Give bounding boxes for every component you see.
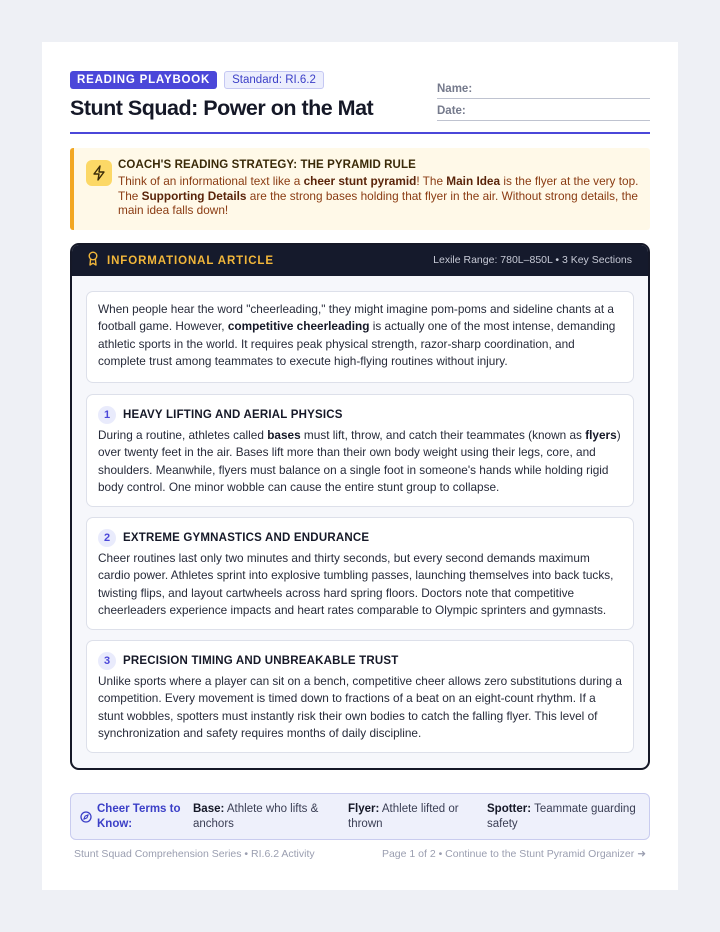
footer-series: Stunt Squad Comprehension Series • RI.6.2 Activity xyxy=(74,848,315,860)
award-ribbon-icon xyxy=(87,251,99,271)
section-body xyxy=(98,427,622,496)
worksheet-page xyxy=(42,42,678,890)
section-heading xyxy=(98,404,622,426)
date-field[interactable] xyxy=(437,99,650,121)
intro-paragraph-card xyxy=(86,291,634,383)
strategy-text-part: are the strong bases holding that flyer in the air. Without strong details, the main idea falls down! xyxy=(118,188,638,218)
section-card-2 xyxy=(86,517,634,630)
section-title: EXTREME GYMNASTICS AND ENDURANCE xyxy=(123,532,370,544)
term-spotter xyxy=(487,802,647,831)
term-name: Spotter: xyxy=(487,803,532,815)
page-header xyxy=(70,71,650,133)
strategy-text-part: is the flyer at the very top. The xyxy=(118,174,639,203)
section-text-part: ) over twenty feet in the air. Bases lift more than their own body weight using their legs, core, and shoulders. Meanwhile, flyers must balance on a single foot in someone's hands while holding rigid body control. One minor wobble can cause the entire stunt group to collapse. xyxy=(98,428,621,494)
section-text-part: must lift, throw, and catch their teammates (known as xyxy=(300,428,586,442)
intro-keyword: competitive cheerleading xyxy=(227,319,370,334)
compass-icon xyxy=(80,810,92,828)
term-definition: Athlete lifted or thrown xyxy=(348,803,459,830)
strategy-text xyxy=(118,174,644,218)
strategy-keyword: Supporting Details xyxy=(141,188,247,203)
strategy-text-part: Think of an informational text like a xyxy=(118,174,304,188)
article-header xyxy=(72,245,648,276)
terms-label: Cheer Terms to Know: xyxy=(97,803,181,830)
strategy-callout xyxy=(70,148,650,230)
page-title: Stunt Squad: Power on the Mat xyxy=(70,96,374,120)
section-number: 3 xyxy=(98,652,116,670)
section-title: PRECISION TIMING AND UNBREAKABLE TRUST xyxy=(123,655,399,667)
footer-page-link[interactable]: Page 1 of 2 • Continue to the Stunt Pyramid Organizer ➜ xyxy=(381,848,646,860)
section-text-part: During a routine, athletes called xyxy=(98,428,268,442)
name-date-fields xyxy=(437,77,650,121)
lightning-bolt-icon xyxy=(86,160,112,186)
section-number: 1 xyxy=(98,406,116,424)
header-divider xyxy=(70,132,650,134)
section-body: Cheer routines last only two minutes and thirty seconds, but every second demands maximum cardio power. Athletes sprint into explosive tumbling passes, launching themselves into back tucks, twisting flips, and layout cartwheels across hard spring floors. Doctors note that competitive cheerleaders experience impacts and heart rates comparable to Olympic sprinters and gymnasts. xyxy=(98,551,614,617)
term-name: Base: xyxy=(193,803,225,815)
section-body: Unlike sports where a player can sit on a bench, competitive cheer allows zero substitutions during a competition. Every movement is timed down to fractions of a beat on an eight-count rhythm. If a stunt wobbles, spotters must instantly risk their own bodies to catch the falling flyer. This level of synchronization and safety requires months of daily discipline. xyxy=(98,674,622,740)
term-flyer xyxy=(348,802,476,831)
term-definition: Teammate guarding safety xyxy=(487,803,636,830)
section-keyword: flyers xyxy=(585,428,617,442)
intro-paragraph xyxy=(98,301,622,370)
playbook-tag: READING PLAYBOOK xyxy=(70,71,217,89)
name-label: Name: xyxy=(437,83,473,95)
section-heading xyxy=(98,650,622,672)
strategy-keyword: Main Idea xyxy=(446,174,501,188)
lexile-meta: Lexile Range: 780L–850L • 3 Key Sections xyxy=(433,254,632,266)
cheer-terms-box xyxy=(70,793,650,840)
standard-badge: Standard: RI.6.2 xyxy=(224,71,324,89)
section-card-3 xyxy=(86,640,634,753)
date-label: Date: xyxy=(437,105,466,117)
section-heading xyxy=(98,527,622,549)
term-name: Flyer: xyxy=(348,803,380,815)
strategy-title: COACH'S READING STRATEGY: THE PYRAMID RULE xyxy=(118,159,416,171)
intro-text-part: When people hear the word "cheerleading," they might imagine pom-poms and sideline chants at a football game. However, xyxy=(98,302,614,334)
term-base xyxy=(193,802,333,831)
article-label: INFORMATIONAL ARTICLE xyxy=(107,254,274,267)
article-panel xyxy=(70,243,650,770)
section-title: HEAVY LIFTING AND AERIAL PHYSICS xyxy=(123,409,343,421)
strategy-keyword: cheer stunt pyramid xyxy=(303,174,417,188)
strategy-text-part: ! The xyxy=(416,174,447,188)
section-card-1 xyxy=(86,394,634,507)
section-number: 2 xyxy=(98,529,116,547)
name-field[interactable] xyxy=(437,77,650,99)
term-definition: Athlete who lifts & anchors xyxy=(193,803,319,830)
section-keyword: bases xyxy=(267,428,301,442)
intro-text-part: is actually one of the most intense, demanding athletic sports in the world. It requires peak physical strength, razor-sharp coordination, and complete trust among teammates to execute high-flying routines without injury. xyxy=(98,319,616,368)
